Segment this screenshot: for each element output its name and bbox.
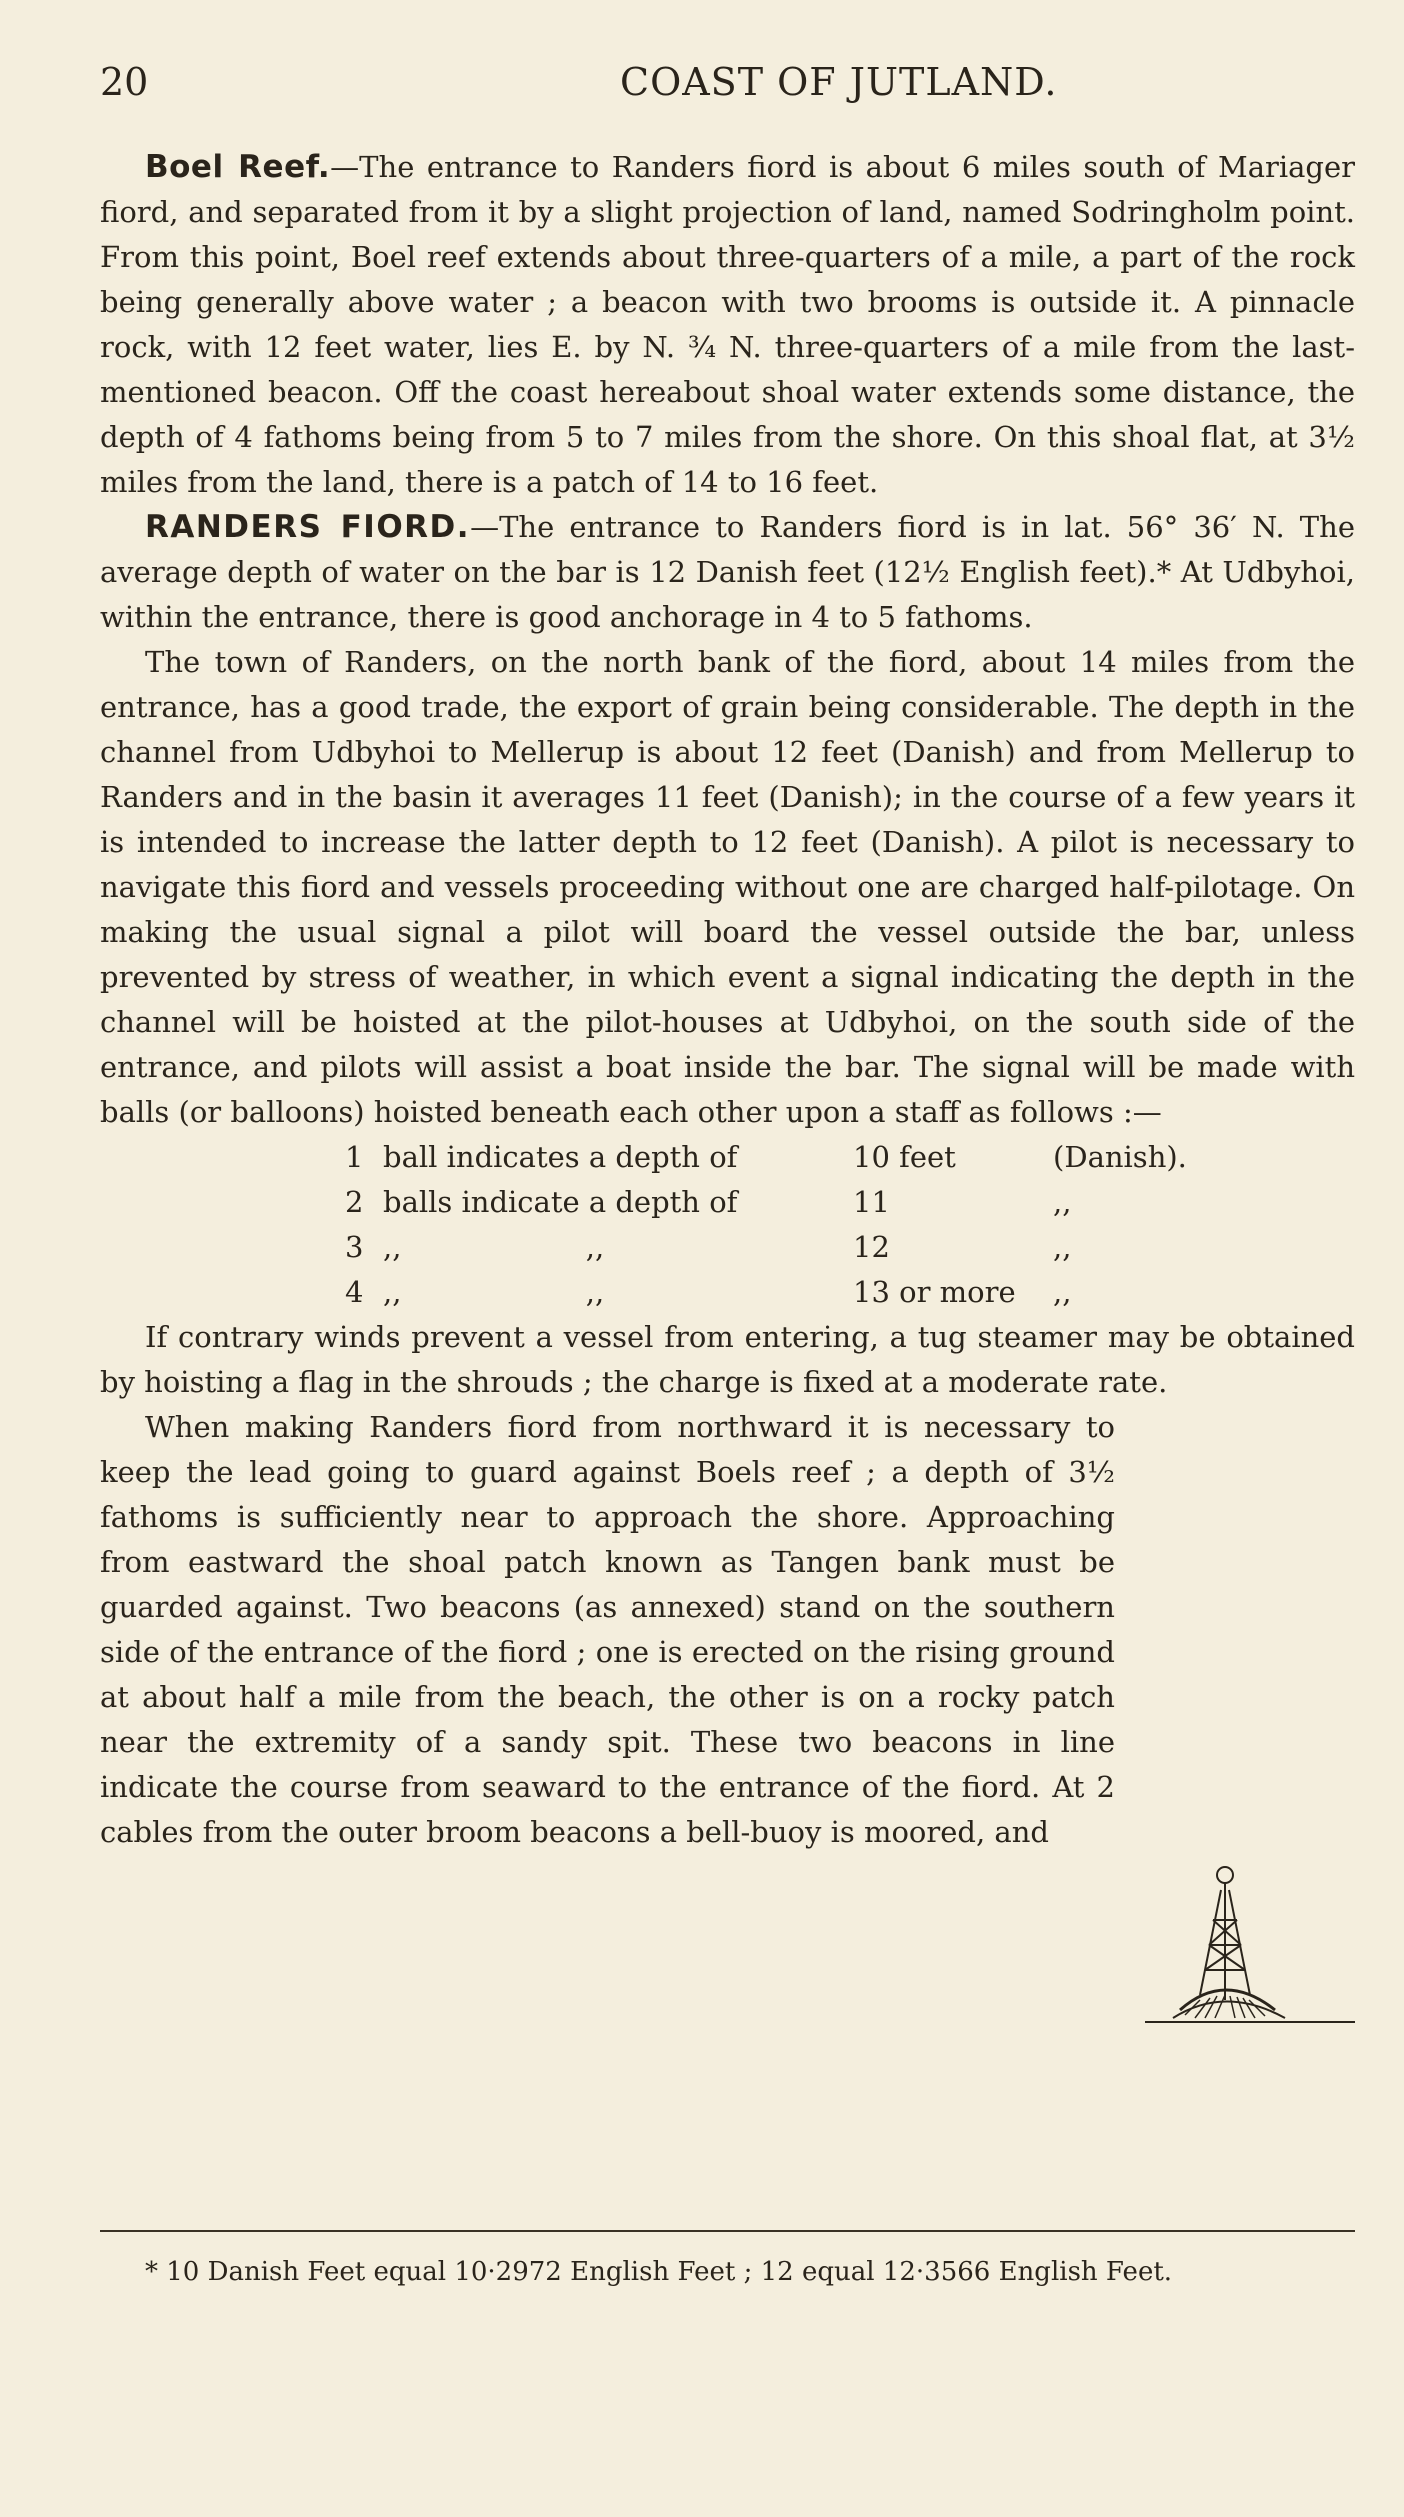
- signal-unit: ,,: [1053, 1230, 1072, 1264]
- approach-paragraph: When making Randers fiord from northward it is necessary to keep the lead going to guard against Boels reef ; a depth of 3½ fathoms is sufficiently near to approach the shore. Approaching from eastward the shoal patch known as Tangen bank must be guarded against. Two beacons (as annexed) stand on the southern side of the entrance of the fiord ; one is erected on the rising ground at about half a mile from the beach, the other is on a rocky patch near the extremity of a sandy spit. These two beacons in line indicate the course from seaward to the entrance of the fiord. At 2 cables from the outer broom beacons a bell-buoy is moored, and: [100, 1410, 1115, 1849]
- signal-unit: ,,: [1053, 1275, 1072, 1309]
- table-row: [345, 1270, 1245, 1315]
- signal-table: [345, 1135, 1245, 1315]
- page-number: 20: [100, 60, 149, 104]
- signal-ball-count: 4: [345, 1275, 364, 1309]
- footnote-divider: [100, 2230, 1355, 2232]
- tug-paragraph: If contrary winds prevent a vessel from entering, a tug steamer may be obtained by hoisting a flag in the shrouds ; the charge is fixed at a moderate rate.: [100, 1320, 1355, 1399]
- signal-depth: 11: [853, 1185, 890, 1219]
- boel-reef-paragraph: [100, 145, 1355, 505]
- beacon-top-ball: [1217, 1867, 1233, 1883]
- signal-unit: ,,: [1053, 1185, 1072, 1219]
- randers-fiord-paragraph: [100, 505, 1355, 640]
- signal-description: ball indicates a depth of: [383, 1140, 738, 1174]
- table-row: [345, 1225, 1245, 1270]
- signal-depth: 10 feet: [853, 1140, 956, 1174]
- beacon-illustration: [1125, 1850, 1365, 2050]
- page-header: [100, 60, 1360, 120]
- randers-fiord-text: —The entrance to Randers fiord is in lat. 56° 36′ N. The average depth of water on the bar is 12 Danish feet (12½ English feet).* At Udbyhoi, within the entrance, there is good anchorage in 4 to 5 fathoms.: [100, 510, 1355, 634]
- table-row: [345, 1135, 1245, 1180]
- table-row: [345, 1180, 1245, 1225]
- signal-ball-count: 3: [345, 1230, 364, 1264]
- signal-description: balls indicate a depth of: [383, 1185, 738, 1219]
- signal-unit: (Danish).: [1053, 1140, 1187, 1174]
- signal-description: ,, ,,: [383, 1230, 605, 1264]
- section-heading-boel-reef: Boel Reef.: [145, 149, 331, 185]
- footnote: * 10 Danish Feet equal 10·2972 English Feet ; 12 equal 12·3566 English Feet.: [145, 2257, 1173, 2287]
- signal-ball-count: 1: [345, 1140, 364, 1174]
- town-paragraph: The town of Randers, on the north bank of the fiord, about 14 miles from the entrance, has a good trade, the export of grain being considerable. The depth in the channel from Udbyhoi to Mellerup is about 12 feet (Danish) and from Mellerup to Randers and in the basin it averages 11 feet (Danish); in the course of a few years it is intended to increase the latter depth to 12 feet (Danish). A pilot is necessary to navigate this fiord and vessels proceeding without one are charged half-pilotage. On making the usual signal a pilot will board the vessel outside the bar, unless prevented by stress of weather, in which event a signal indicating the depth in the channel will be hoisted at the pilot-houses at Udbyhoi, on the south side of the entrance, and pilots will assist a boat inside the bar. The signal will be made with balls (or balloons) hoisted beneath each other upon a staff as follows :—: [100, 645, 1355, 1129]
- signal-depth: 13 or more: [853, 1275, 1016, 1309]
- section-heading-randers-fiord: RANDERS FIORD.: [145, 509, 471, 545]
- boel-reef-text: —The entrance to Randers fiord is about 6 miles south of Mariager fiord, and separated from it by a slight projection of land, named Sodringholm point. From this point, Boel reef extends about three-quarters of a mile, a part of the rock being generally above water ; a beacon with two brooms is outside it. A pinnacle rock, with 12 feet water, lies E. by N. ¾ N. three-quarters of a mile from the last-mentioned beacon. Off the coast hereabout shoal water extends some distance, the depth of 4 fathoms being from 5 to 7 miles from the shore. On this shoal flat, at 3½ miles from the land, there is a patch of 14 to 16 feet.: [100, 150, 1356, 499]
- signal-ball-count: 2: [345, 1185, 364, 1219]
- signal-description: ,, ,,: [383, 1275, 605, 1309]
- running-title: COAST OF JUTLAND.: [620, 60, 1058, 104]
- body-text: [100, 145, 1355, 1855]
- signal-depth: 12: [853, 1230, 890, 1264]
